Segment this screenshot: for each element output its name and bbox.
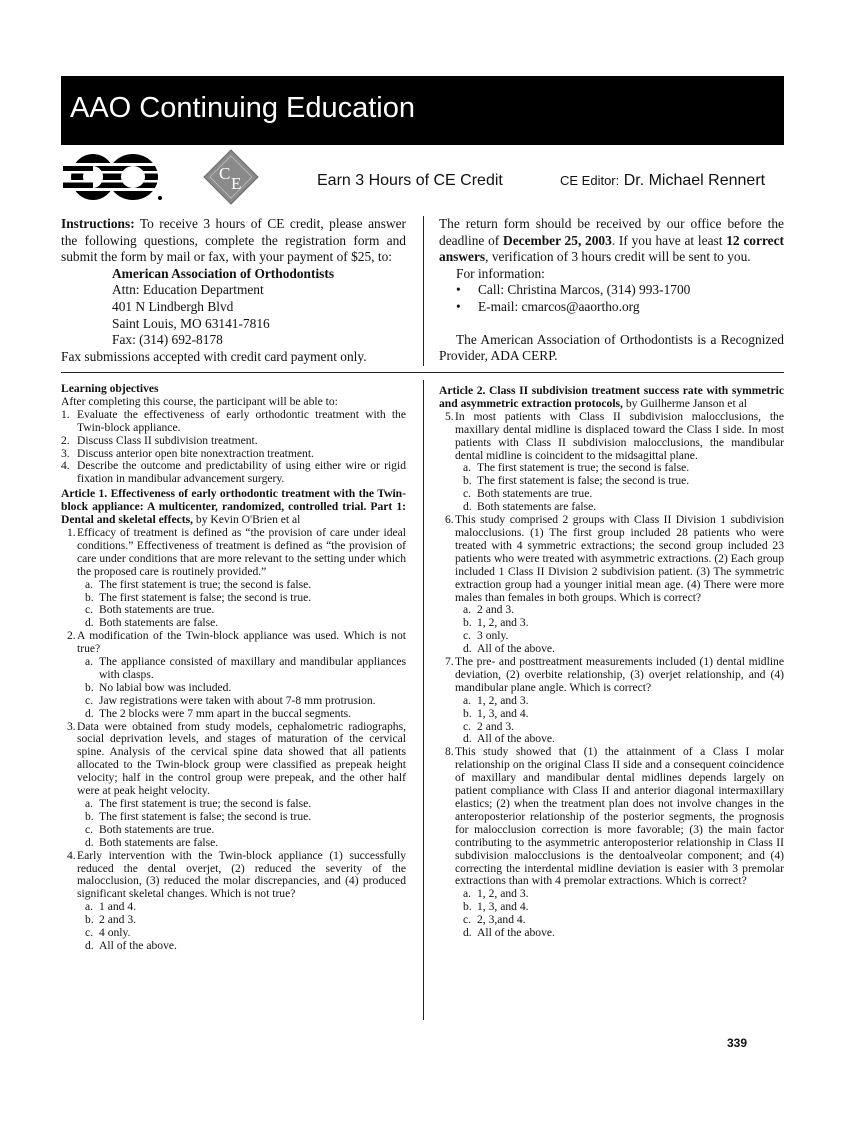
objective-item: 3. Discuss anterior open bite nonextraction treatment. xyxy=(61,446,314,460)
ce-logo-icon xyxy=(203,149,259,205)
answer-option: c. 2 and 3. xyxy=(463,719,515,733)
answer-option: b. 1, 3, and 4. xyxy=(463,706,529,720)
correct-answers: 12 correct answers xyxy=(439,232,784,265)
address-line: Fax: (314) 692-8178 xyxy=(112,332,223,348)
answer-option: a. 2 and 3. xyxy=(463,603,515,617)
answer-option: d. All of the above. xyxy=(463,732,555,746)
answer-option: c. Both statements are true. xyxy=(85,822,215,836)
objective-item: 1. Evaluate the effectiveness of early orthodontic treatment with the Twin-block appliance. xyxy=(61,407,406,434)
answer-option: a. 1 and 4. xyxy=(85,900,137,914)
answer-option: b. 1, 3, and 4. xyxy=(463,900,529,914)
answer-option: a. The first statement is true; the second is false. xyxy=(463,461,690,475)
answer-option: a. The first statement is true; the second is false. xyxy=(85,797,312,810)
answer-option: c. Both statements are true. xyxy=(463,487,593,501)
ce-editor-label: CE Editor: xyxy=(560,173,620,188)
answer-option: b. 1, 2, and 3. xyxy=(463,616,529,630)
ce-credit-heading: Earn 3 Hours of CE Credit xyxy=(317,172,503,189)
answer-option: d. All of the above. xyxy=(85,938,177,952)
answer-option: b. 2 and 3. xyxy=(85,913,137,927)
return-info xyxy=(439,216,784,365)
ce-editor xyxy=(560,171,765,191)
question: 7. The pre- and posttreatment measurements included (1) dental midline deviation, (2) overbite relationship, (3) overjet relationship, and (4) mandibular plane angle. Which is correct? a. 1, 2, and 3. b. 1, 3, and 4. c. 2 and 3. d. All of the above. xyxy=(439,656,784,746)
answer-option: c. Both statements are true. xyxy=(85,603,215,617)
for-information: For information: xyxy=(456,265,545,281)
page-number: 339 xyxy=(727,1036,748,1050)
answer-option: d. The 2 blocks were 7 mm apart in the buccal segments. xyxy=(85,706,352,720)
section-divider xyxy=(61,372,784,373)
column-divider xyxy=(423,216,424,366)
answer-option: d. All of the above. xyxy=(463,926,555,940)
answer-option: d. Both statements are false. xyxy=(85,835,219,849)
instructions-text: To receive 3 hours of CE credit, please answer the following questions, complete the registration form and submit the form by mail or fax, with your payment of $25, to: xyxy=(61,216,407,265)
answer-option: d. All of the above. xyxy=(463,642,555,656)
right-column xyxy=(439,383,784,940)
contact-email: • E-mail: cmarcos@aaortho.org xyxy=(456,299,784,316)
answer-option: a. 1, 2, and 3. xyxy=(463,887,529,901)
question: 2. A modification of the Twin-block appliance was used. Which is not true? a. The appliance consisted of maxillary and mandibular appliances with clasps. b. No labial bow was included. c. Jaw registrations were taken with about 7-8 mm protrusion. d. The 2 blocks were 7 mm apart in the buccal segments. xyxy=(61,630,406,720)
article-title: Article 1. Effectiveness of early orthodontic treatment with the Twin-block appliance: A multicenter, randomized, controlled trial. Part 1: Dental and skeletal effects, by Kevin O'Brien et al xyxy=(61,487,406,527)
question: 4. Early intervention with the Twin-block appliance (1) successfully reduced the dental overjet, (2) reduced the severity of the malocclusion, (3) reduced the molar discrepancies, and (4) produced significant skeletal changes. Which is not true? a. 1 and 4. b. 2 and 3. c. 4 only. d. All of the above. xyxy=(61,850,406,953)
answer-option: a. The appliance consisted of maxillary and mandibular appliances with clasps. xyxy=(85,655,406,681)
address-line: American Association of Orthodontists xyxy=(112,265,335,281)
answer-option: b. The first statement is false; the second is true. xyxy=(85,809,312,823)
contact-phone: • Call: Christina Marcos, (314) 993-1700 xyxy=(456,282,784,299)
answer-option: a. 1, 2, and 3. xyxy=(463,693,529,707)
answer-option: a. The first statement is true; the second is false. xyxy=(85,577,312,591)
question: 6. This study comprised 2 groups with Class II Division 1 subdivision malocclusions. (1) The first group included 28 patients who were treated with 4 symmetric extractions; the second group included 23 patients who were treated with asymmetric extractions. (2) Each group included 1 Class II Division 2 subdivision patient. (3) The symmetric extraction group had a younger initial mean age. (4) There were more males than females in both groups. Which is correct? a. 2 and 3. b. 1, 2, and 3. c. 3 only. d. All of the above. xyxy=(439,514,784,656)
return-info-text: The return form should be received by our office before the deadline of December 25, 2003. If you have at least 12 correct answers, verification of 3 hours credit will be sent to you. xyxy=(439,216,784,265)
question: 1. Efficacy of treatment is defined as “the provision of care under ideal conditions.” Effectiveness of treatment is defined as “the provision of care under conditions that are more relevant to the setting under which the proposed care is routinely provided.” a. The first statement is true; the second is false. b. The first statement is false; the second is true. c. Both statements are true. d. Both statements are false. xyxy=(61,527,406,630)
ce-editor-name: Dr. Michael Rennert xyxy=(623,172,766,189)
answer-option: c. 3 only. xyxy=(463,629,509,643)
objectives-intro: After completing this course, the participant will be able to: xyxy=(61,394,338,408)
objective-item: 2. Discuss Class II subdivision treatment. xyxy=(61,433,258,447)
address-line: Attn: Education Department xyxy=(112,282,264,298)
svg-text:E: E xyxy=(231,174,242,193)
fax-note: Fax submissions accepted with credit card payment only. xyxy=(61,348,367,364)
contact-info xyxy=(439,266,784,316)
question: 3. Data were obtained from study models, cephalometric radiographs, social deprivation levels, and stages of maturation of the cervical spine. Analysis of the cervical spine data showed that all patients allocated to the Twin-block group were classified as prepeak height velocity; half in the control group were prepeak, and the other half were at peak height velocity. a. The first statement is true; the second is false. b. The first statement is false; the second is true. c. Both statements are true. d. Both statements are false. xyxy=(61,721,406,850)
article-title: Article 2. Class II subdivision treatment success rate with symmetric and asymmetric extraction protocols, by Guilherme Janson et al xyxy=(439,384,784,410)
mailing-address xyxy=(61,266,406,349)
answer-option: c. Jaw registrations were taken with about 7-8 mm protrusion. xyxy=(85,693,376,707)
aao-logo-icon xyxy=(61,152,164,202)
objective-item: 4. Describe the outcome and predictability of using either wire or rigid fixation in mandibular advancement surgery. xyxy=(61,459,406,486)
column-divider xyxy=(423,380,424,1020)
question: 8. This study showed that (1) the attainment of a Class I molar relationship on the original Class II side and a consequent coincidence of maxillary and mandibular dental midlines depends largely on patient compliance with Class II and anterior diagonal intermaxillary elastics; (2) when the treatment plan does not involve changes in the anteroposterior relationship of the posterior segments, the prognosis for malocclusion correction is more favorable; (3) the main factor contributing to the asymmetric anteroposterior relationship in Class II subdivision malocclusions is the dentoalveolar component; and (4) correcting the interdental midline deviation is easier with 3 premolar extractions than with 4 premolar extractions. Which is correct? a. 1, 2, and 3. b. 1, 3, and 4. c. 2, 3,and 4. d. All of the above. xyxy=(439,746,784,940)
answer-option: b. The first statement is false; the second is true. xyxy=(85,590,312,604)
answer-option: d. Both statements are false. xyxy=(85,616,219,630)
banner-title: AAO Continuing Education xyxy=(70,92,415,124)
banner xyxy=(61,76,784,145)
instructions xyxy=(61,216,406,365)
answer-option: d. Both statements are false. xyxy=(463,500,597,514)
answer-option: c. 2, 3,and 4. xyxy=(463,913,526,927)
answer-option: b. No labial bow was included. xyxy=(85,680,232,694)
recognized-provider: The American Association of Orthodontists is a Recognized Provider, ADA CERP. xyxy=(439,331,784,364)
deadline: December 25, 2003 xyxy=(503,232,612,248)
question: 5. In most patients with Class II subdivision malocclusions, the maxillary dental midline is displaced toward the Class I side. In most patients with Class II subdivision malocclusions, the mandibular dental midline is coincident to the midsagittal plane. a. The first statement is true; the second is false. b. The first statement is false; the second is true. c. Both statements are true. d. Both statements are false. xyxy=(439,411,784,514)
answer-option: c. 4 only. xyxy=(85,926,131,940)
address-line: Saint Louis, MO 63141-7816 xyxy=(112,315,270,331)
answer-option: b. The first statement is false; the second is true. xyxy=(463,474,690,488)
address-line: 401 N Lindbergh Blvd xyxy=(112,298,234,314)
objectives-heading: Learning objectives xyxy=(61,382,159,395)
left-column xyxy=(61,383,406,953)
instructions-lead: Instructions: xyxy=(61,216,135,231)
svg-text:C: C xyxy=(219,164,231,183)
